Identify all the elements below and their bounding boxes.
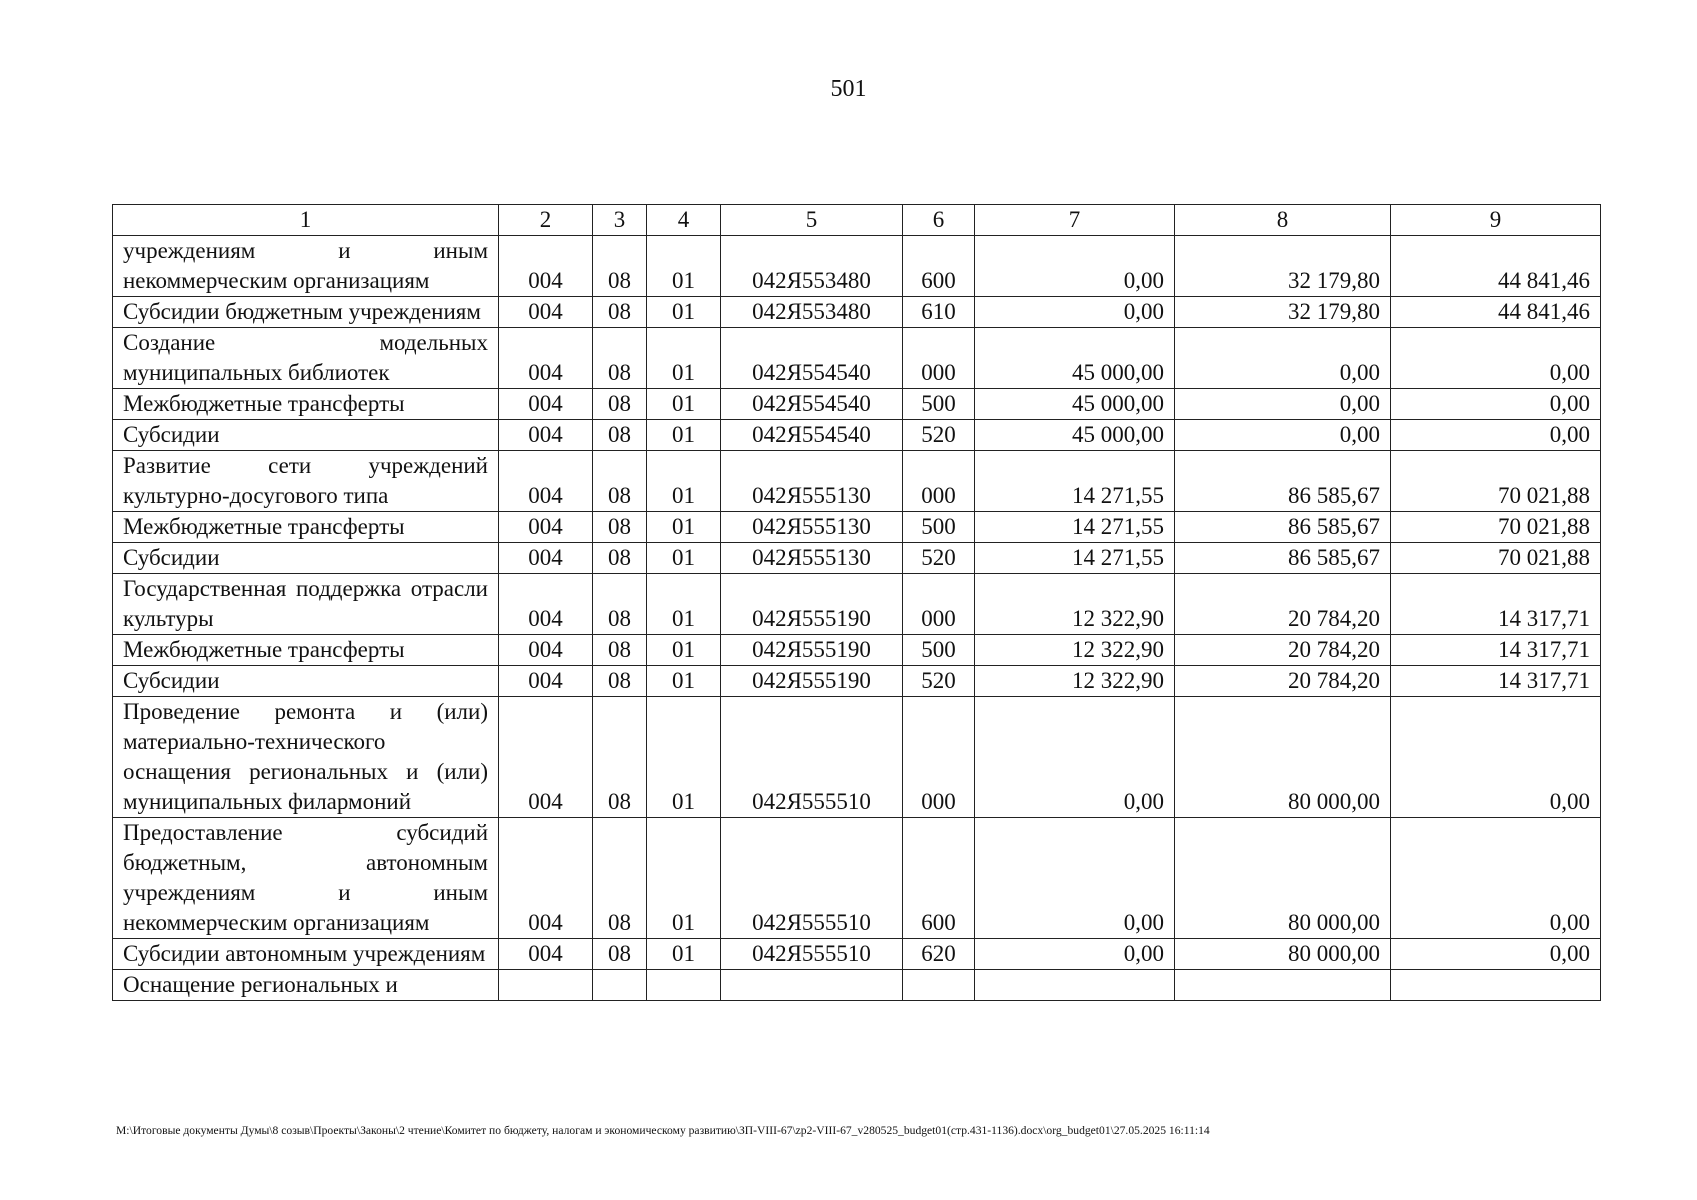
cell-col-6: 000	[903, 328, 975, 389]
row-name-cell: Субсидии	[113, 666, 499, 697]
cell-col-8: 20 784,20	[1175, 635, 1391, 666]
cell-col-2: 004	[499, 328, 593, 389]
cell-col-5: 042Я555510	[721, 818, 903, 939]
cell-col-8	[1175, 970, 1391, 1001]
cell-col-6: 000	[903, 697, 975, 818]
cell-col-6: 000	[903, 451, 975, 512]
cell-col-9: 44 841,46	[1391, 297, 1601, 328]
cell-col-7: 0,00	[975, 939, 1175, 970]
cell-col-7: 45 000,00	[975, 420, 1175, 451]
cell-col-2: 004	[499, 236, 593, 297]
cell-col-4: 01	[647, 328, 721, 389]
cell-col-3: 08	[593, 635, 647, 666]
cell-col-4: 01	[647, 236, 721, 297]
cell-col-3	[593, 970, 647, 1001]
row-name-cell: учреждениям и иным некоммерческим организациям	[113, 236, 499, 297]
row-name-cell: Межбюджетные трансферты	[113, 512, 499, 543]
column-header: 9	[1391, 205, 1601, 236]
budget-table	[112, 204, 1601, 1001]
cell-col-7: 12 322,90	[975, 635, 1175, 666]
cell-col-7: 12 322,90	[975, 574, 1175, 635]
row-name-cell: Субсидии автономным учреждениям	[113, 939, 499, 970]
cell-col-5: 042Я555130	[721, 512, 903, 543]
cell-col-4: 01	[647, 389, 721, 420]
cell-col-7: 14 271,55	[975, 451, 1175, 512]
table-row	[113, 297, 1601, 328]
table-row	[113, 697, 1601, 818]
cell-col-9: 44 841,46	[1391, 236, 1601, 297]
table-row	[113, 635, 1601, 666]
table-row	[113, 666, 1601, 697]
cell-col-7: 14 271,55	[975, 543, 1175, 574]
row-name-cell: Оснащение региональных и	[113, 970, 499, 1001]
table-row	[113, 420, 1601, 451]
table-row	[113, 451, 1601, 512]
cell-col-8: 80 000,00	[1175, 818, 1391, 939]
row-name-cell: Предоставление субсидий бюджетным, автономным учреждениям и иным некоммерческим организациям	[113, 818, 499, 939]
cell-col-8: 32 179,80	[1175, 297, 1391, 328]
table-row	[113, 543, 1601, 574]
row-name-cell: Развитие сети учреждений культурно-досугового типа	[113, 451, 499, 512]
table-row	[113, 818, 1601, 939]
cell-col-9: 14 317,71	[1391, 666, 1601, 697]
cell-col-7	[975, 970, 1175, 1001]
cell-col-9: 0,00	[1391, 420, 1601, 451]
cell-col-9: 0,00	[1391, 818, 1601, 939]
cell-col-4: 01	[647, 939, 721, 970]
cell-col-7: 14 271,55	[975, 512, 1175, 543]
cell-col-8: 86 585,67	[1175, 543, 1391, 574]
cell-col-8: 20 784,20	[1175, 574, 1391, 635]
cell-col-7: 45 000,00	[975, 328, 1175, 389]
cell-col-4: 01	[647, 666, 721, 697]
cell-col-3: 08	[593, 697, 647, 818]
cell-col-8: 0,00	[1175, 420, 1391, 451]
cell-col-7: 0,00	[975, 297, 1175, 328]
cell-col-9: 70 021,88	[1391, 451, 1601, 512]
cell-col-9: 70 021,88	[1391, 543, 1601, 574]
table-row	[113, 236, 1601, 297]
cell-col-7: 0,00	[975, 236, 1175, 297]
cell-col-9: 0,00	[1391, 389, 1601, 420]
column-header: 6	[903, 205, 975, 236]
page-number: 501	[830, 76, 867, 102]
cell-col-3: 08	[593, 451, 647, 512]
cell-col-4: 01	[647, 451, 721, 512]
cell-col-6	[903, 970, 975, 1001]
table-row	[113, 574, 1601, 635]
cell-col-9: 14 317,71	[1391, 635, 1601, 666]
cell-col-5	[721, 970, 903, 1001]
header-row	[113, 205, 1601, 236]
cell-col-4: 01	[647, 512, 721, 543]
cell-col-5: 042Я554540	[721, 328, 903, 389]
table-row	[113, 512, 1601, 543]
cell-col-6: 520	[903, 420, 975, 451]
cell-col-2: 004	[499, 666, 593, 697]
cell-col-4	[647, 970, 721, 1001]
cell-col-3: 08	[593, 512, 647, 543]
cell-col-5: 042Я555190	[721, 635, 903, 666]
cell-col-8: 80 000,00	[1175, 939, 1391, 970]
cell-col-5: 042Я555510	[721, 697, 903, 818]
cell-col-5: 042Я554540	[721, 420, 903, 451]
cell-col-9: 0,00	[1391, 697, 1601, 818]
cell-col-7: 12 322,90	[975, 666, 1175, 697]
cell-col-8: 86 585,67	[1175, 512, 1391, 543]
cell-col-2: 004	[499, 939, 593, 970]
cell-col-5: 042Я553480	[721, 297, 903, 328]
cell-col-7: 0,00	[975, 697, 1175, 818]
cell-col-2: 004	[499, 543, 593, 574]
cell-col-6: 000	[903, 574, 975, 635]
column-header: 5	[721, 205, 903, 236]
cell-col-3: 08	[593, 939, 647, 970]
cell-col-4: 01	[647, 574, 721, 635]
column-header: 7	[975, 205, 1175, 236]
table-row	[113, 939, 1601, 970]
cell-col-8: 80 000,00	[1175, 697, 1391, 818]
cell-col-3: 08	[593, 236, 647, 297]
cell-col-2: 004	[499, 574, 593, 635]
column-header: 4	[647, 205, 721, 236]
cell-col-5: 042Я555130	[721, 543, 903, 574]
cell-col-2: 004	[499, 297, 593, 328]
cell-col-5: 042Я555190	[721, 666, 903, 697]
cell-col-3: 08	[593, 666, 647, 697]
cell-col-9: 14 317,71	[1391, 574, 1601, 635]
cell-col-6: 500	[903, 389, 975, 420]
cell-col-4: 01	[647, 818, 721, 939]
cell-col-4: 01	[647, 543, 721, 574]
cell-col-2: 004	[499, 512, 593, 543]
table-body	[113, 236, 1601, 1001]
column-header: 2	[499, 205, 593, 236]
cell-col-4: 01	[647, 297, 721, 328]
cell-col-2: 004	[499, 451, 593, 512]
cell-col-9	[1391, 970, 1601, 1001]
row-name-cell: Государственная поддержка отрасли культуры	[113, 574, 499, 635]
cell-col-7: 0,00	[975, 818, 1175, 939]
cell-col-6: 500	[903, 635, 975, 666]
cell-col-3: 08	[593, 574, 647, 635]
table-row	[113, 970, 1601, 1001]
cell-col-3: 08	[593, 420, 647, 451]
cell-col-2: 004	[499, 389, 593, 420]
cell-col-2: 004	[499, 697, 593, 818]
cell-col-5: 042Я555510	[721, 939, 903, 970]
cell-col-6: 500	[903, 512, 975, 543]
row-name-cell: Межбюджетные трансферты	[113, 635, 499, 666]
cell-col-8: 20 784,20	[1175, 666, 1391, 697]
cell-col-6: 610	[903, 297, 975, 328]
row-name-cell: Субсидии бюджетным учреждениям	[113, 297, 499, 328]
cell-col-6: 600	[903, 236, 975, 297]
cell-col-6: 620	[903, 939, 975, 970]
cell-col-6: 520	[903, 543, 975, 574]
row-name-cell: Межбюджетные трансферты	[113, 389, 499, 420]
table-row	[113, 389, 1601, 420]
cell-col-6: 520	[903, 666, 975, 697]
table-row	[113, 328, 1601, 389]
cell-col-3: 08	[593, 389, 647, 420]
cell-col-9: 70 021,88	[1391, 512, 1601, 543]
cell-col-6: 600	[903, 818, 975, 939]
cell-col-3: 08	[593, 328, 647, 389]
row-name-cell: Субсидии	[113, 420, 499, 451]
cell-col-4: 01	[647, 420, 721, 451]
row-name-cell: Субсидии	[113, 543, 499, 574]
row-name-cell: Создание модельных муниципальных библиотек	[113, 328, 499, 389]
footer-file-path: M:\Итоговые документы Думы\8 созыв\Проекты\Законы\2 чтение\Комитет по бюджету, налогам и экономическому развитию\ЗП-VIII-67\zp2-VIII-67_v280525_budget01(стр.431-1136).docx\org_budget01\27.05.2025 16:11:14	[116, 1124, 1210, 1137]
column-header: 3	[593, 205, 647, 236]
cell-col-3: 08	[593, 543, 647, 574]
cell-col-2: 004	[499, 420, 593, 451]
cell-col-4: 01	[647, 697, 721, 818]
cell-col-8: 0,00	[1175, 389, 1391, 420]
cell-col-3: 08	[593, 818, 647, 939]
cell-col-5: 042Я555130	[721, 451, 903, 512]
cell-col-5: 042Я554540	[721, 389, 903, 420]
cell-col-2	[499, 970, 593, 1001]
cell-col-8: 86 585,67	[1175, 451, 1391, 512]
cell-col-8: 0,00	[1175, 328, 1391, 389]
cell-col-2: 004	[499, 818, 593, 939]
cell-col-3: 08	[593, 297, 647, 328]
column-header: 1	[113, 205, 499, 236]
cell-col-9: 0,00	[1391, 328, 1601, 389]
cell-col-4: 01	[647, 635, 721, 666]
cell-col-8: 32 179,80	[1175, 236, 1391, 297]
cell-col-9: 0,00	[1391, 939, 1601, 970]
cell-col-5: 042Я555190	[721, 574, 903, 635]
cell-col-7: 45 000,00	[975, 389, 1175, 420]
column-header: 8	[1175, 205, 1391, 236]
cell-col-5: 042Я553480	[721, 236, 903, 297]
row-name-cell: Проведение ремонта и (или) материально-технического оснащения региональных и (или) муниципальных филармоний	[113, 697, 499, 818]
cell-col-2: 004	[499, 635, 593, 666]
